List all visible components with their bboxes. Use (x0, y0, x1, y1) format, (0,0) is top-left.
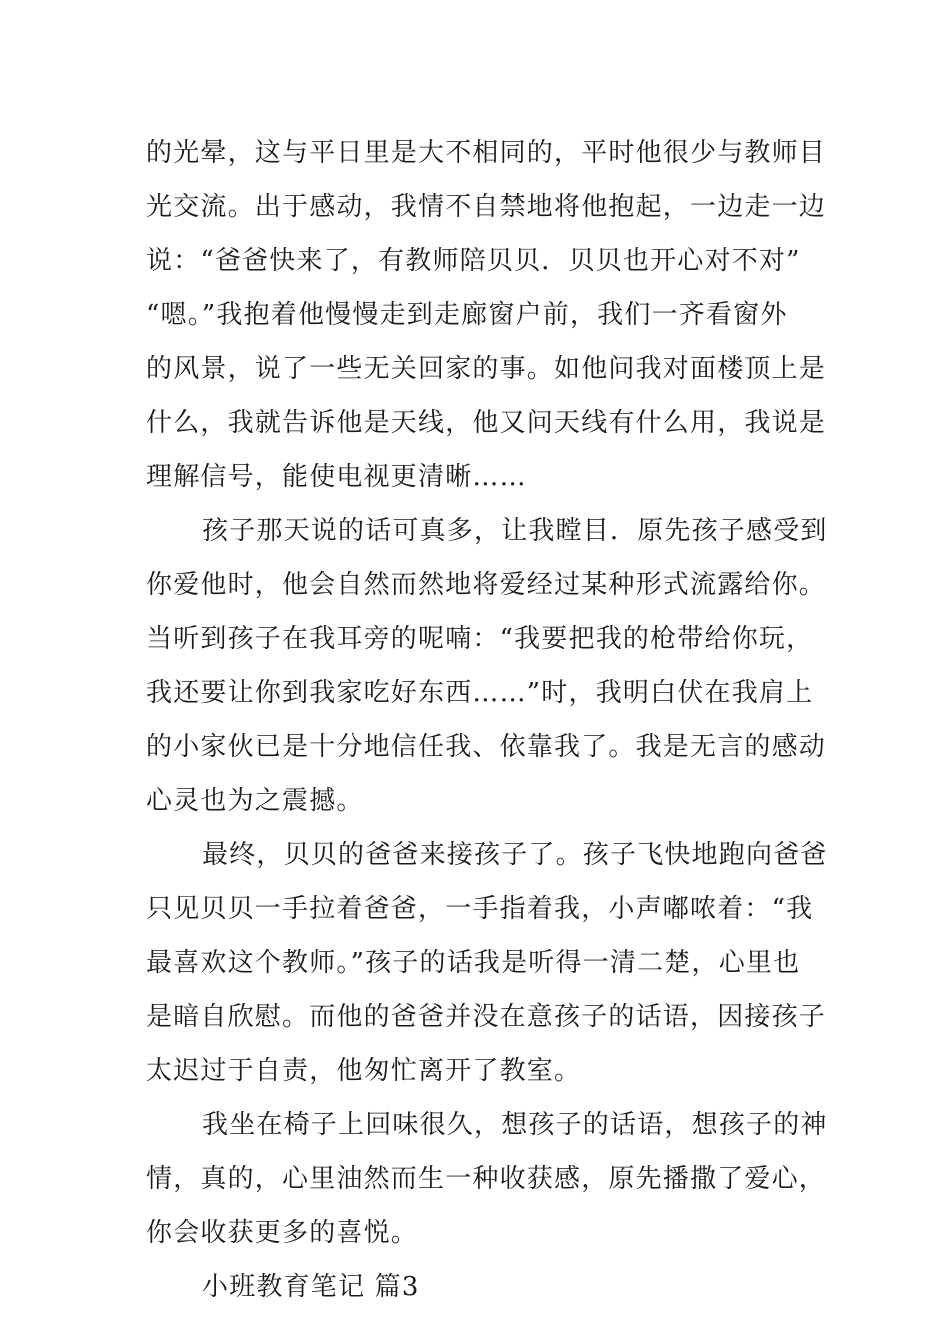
paragraph-4 (146, 1098, 828, 1260)
text-line: 最喜欢这个教师。”孩子的话我是听得一清二楚，心里也 (146, 948, 801, 978)
text-line: 孩子那天说的话可真多，让我瞠目．原先孩子感受到 (202, 516, 828, 546)
text-line: 情，真的，心里油然而生一种收获感，原先播撒了爱心， (146, 1164, 827, 1194)
text-line: 理解信号，能使电视更清晰…… (146, 462, 527, 492)
text-line: 光交流。出于感动，我情不自禁地将他抱起，一边走一边 (146, 192, 827, 222)
section-heading-block (146, 1260, 808, 1314)
text-line: 说：“爸爸快来了，有教师陪贝贝．贝贝也开心对不对” (146, 246, 801, 276)
text-line: 当听到孩子在我耳旁的呢喃：“我要把我的枪带给你玩， (146, 624, 814, 654)
section-heading: 小班教育笔记 篇3 (202, 1272, 420, 1302)
text-line: 什么，我就告诉他是天线，他又问天线有什么用，我说是 (146, 408, 827, 438)
paragraph-2 (146, 504, 828, 828)
text-line: 你爱他时，他会自然而然地将爱经过某种形式流露给你。 (146, 570, 827, 600)
paragraph-3 (146, 828, 828, 1098)
text-line: 我坐在椅子上回味很久，想孩子的话语，想孩子的神 (202, 1110, 828, 1140)
document-body (146, 126, 828, 1314)
text-line: 的小家伙已是十分地信任我、依靠我了。我是无言的感动 (146, 732, 827, 762)
text-line: 心灵也为之震撼。 (146, 786, 364, 816)
text-line: “嗯。”我抱着他慢慢走到走廊窗户前，我们一齐看窗外 (146, 300, 788, 330)
text-line: 只见贝贝一手拉着爸爸，一手指着我，小声嘟哝着：“我 (146, 894, 814, 924)
text-line: 我还要让你到我家吃好东西……”时，我明白伏在我肩上 (146, 678, 814, 708)
text-line: 是暗自欣慰。而他的爸爸并没在意孩子的话语，因接孩子 (146, 1002, 827, 1032)
paragraph-1 (146, 126, 827, 504)
text-line: 的风景，说了一些无关回家的事。如他问我对面楼顶上是 (146, 354, 827, 384)
text-line: 你会收获更多的喜悦。 (146, 1218, 419, 1248)
text-line: 的光晕，这与平日里是大不相同的，平时他很少与教师目 (146, 138, 827, 168)
text-line: 最终，贝贝的爸爸来接孩子了。孩子飞快地跑向爸爸 (202, 840, 828, 870)
text-line: 太迟过于自责，他匆忙离开了教室。 (146, 1056, 582, 1086)
